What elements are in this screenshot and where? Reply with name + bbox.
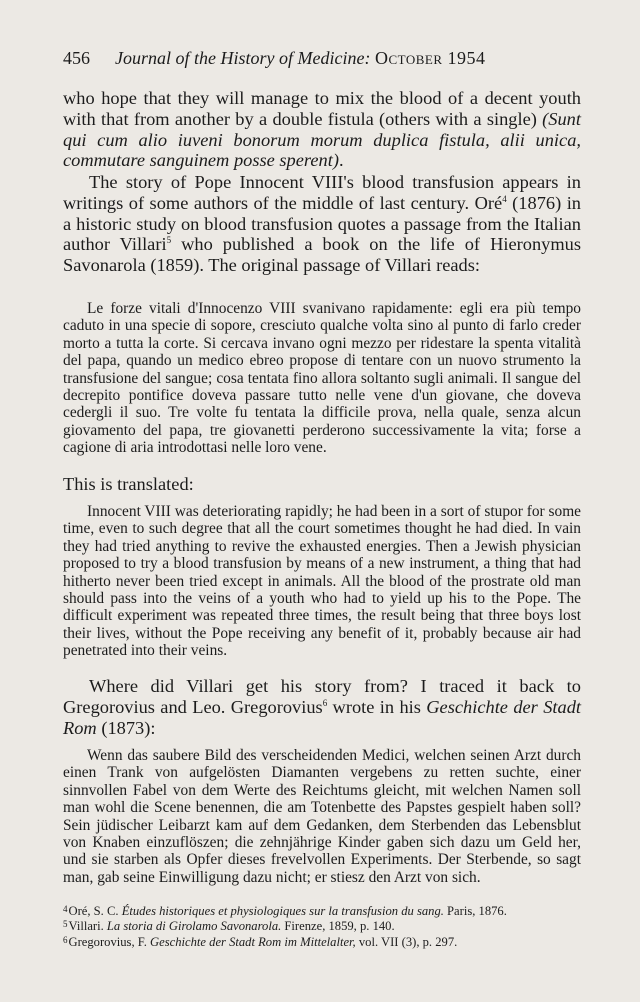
quote-text: Wenn das saubere Bild des verscheidenden Medici, welchen seinen Arzt durch einen Trank von aufgelösten Diamanten vergebens zu retten suchte, einer sinnvollen Fabel von dem Werte des Reichtums gleicht, mit welchen Namen soll man wohl die Scene benennen, die am Totenbette des Papstes gespielt haben soll? Sein jüdischer Leibarzt kam auf dem Gedanken, dem Sterbenden das Lebensblut von Knaben einzuflöszen; die zehnjährige Kinder gaben sich dazu um Geld her, und sie starben als Opfer dieses frevelvollen Experiments. Der Sterbende, so sagt man, gab seine Einwilligung dazu nicht; er stiesz den Arzt von sich. — [63, 747, 581, 886]
paragraph-text: (1876) in a historic study on blood transfusion quotes a passage from the Italian author Villari — [63, 192, 581, 255]
footnote-number: 6 — [63, 934, 68, 945]
footnote-author: Oré, S. C. — [68, 904, 122, 918]
footnote-detail: vol. VII (3), p. 297. — [355, 934, 458, 949]
continued-paragraph — [63, 88, 581, 171]
paragraph-text: who hope that they will manage to mix the blood of a decent youth with that from another by a double fistula (others with a single) — [63, 88, 581, 129]
footnote-ref: 5 — [166, 235, 172, 246]
running-header — [63, 46, 583, 70]
paragraph-villari — [63, 676, 581, 738]
footnote-title: Geschichte der Stadt Rom im Mittelalter, — [150, 934, 356, 949]
footnote — [63, 904, 581, 919]
translated-intro — [63, 474, 581, 495]
book-title: Geschichte der Stadt Rom — [63, 696, 581, 738]
footnote — [63, 919, 581, 934]
footnote-title: Études historiques et physiologiques sur la transfusion du sang. — [121, 904, 444, 918]
footnote-number: 4 — [63, 904, 68, 914]
issue-date: October 1954 — [374, 48, 486, 68]
footnote-author: Villari. — [68, 919, 107, 934]
footnotes — [63, 904, 581, 950]
footnote — [63, 935, 581, 950]
footnote-number: 5 — [63, 919, 68, 930]
latin-phrase: (Sunt qui cum alio iuveni bonorum morum duplica fistula, alii unica, commutare sanguinem posse sperent) — [63, 108, 581, 171]
footnote-detail: Paris, 1876. — [443, 904, 507, 918]
paragraph-innocent — [63, 172, 581, 276]
paragraph-text: who published a book on the life of Hieronymus Savonarola (1859). The original passage of Villari reads: — [63, 234, 581, 276]
english-quote — [63, 503, 581, 660]
quote-text: Innocent VIII was deteriorating rapidly; he had been in a sort of stupor for some time, even to such degree that all the court sometimes thought he had died. In vain they had tried anything to revive the exhausted energies. Then a Jewish physician proposed to try a blood transfusion by means of a new instrument, a thing that had hitherto never been tried except in animals. All the blood of the prostrate old man should pass into the veins of a youth who had to yield up his to the Pope. The difficult experiment was repeated three times, the result being that three boys lost their lives, without the Pope receiving any benefit of it, probably because air had penetrated into their veins. — [63, 503, 581, 660]
paragraph-text: The story of Pope Innocent VIII's blood transfusion appears in writings of some authors of the middle of last century. Oré — [63, 172, 581, 213]
paragraph-text: This is translated: — [63, 474, 194, 494]
paragraph-text: Where did Villari get his story from? I traced it back to Gregorovius and Leo. Gregorovius — [63, 676, 581, 717]
journal-title: Journal of the History of Medicine: — [115, 48, 371, 68]
quote-text: Le forze vitali d'Innocenzo VIII svanivano rapidamente: egli era più tempo caduto in una specie di sopore, cresciuto qualche volta sino al punto di farlo creder morto a tutta la corte. Si cercava invano ogni mezzo per ridestare la spenta vitalità del papa, quando un medico ebreo propose di tentare con un nuovo strumento la transfusione del sangue; cosa tentata fino allora soltanto sugli animali. Il sangue del decrepito pontifice doveva passare tutto nelle vene d'un giovane, che doveva cedergli il suo. Tre volte fu tentata la difficile prova, nella quale, senza alcun giovamento del papa, tre giovanetti perderono successivamente la vita; forse a cagione di aria introdottasi nelle loro vene. — [63, 300, 581, 457]
footnote-ref: 6 — [322, 697, 328, 708]
footnote-ref: 4 — [502, 193, 507, 204]
paragraph-text: wrote in his — [327, 696, 427, 717]
page-number: 456 — [63, 48, 90, 68]
paragraph-text: (1873): — [96, 717, 156, 738]
footnote-detail: Firenze, 1859, p. 140. — [281, 919, 395, 934]
footnote-author: Gregorovius, F. — [68, 934, 151, 949]
italian-quote — [63, 300, 581, 457]
paragraph-end: . — [339, 150, 344, 171]
german-quote — [63, 747, 581, 886]
footnote-title: La storia di Girolamo Savonarola. — [106, 919, 282, 934]
